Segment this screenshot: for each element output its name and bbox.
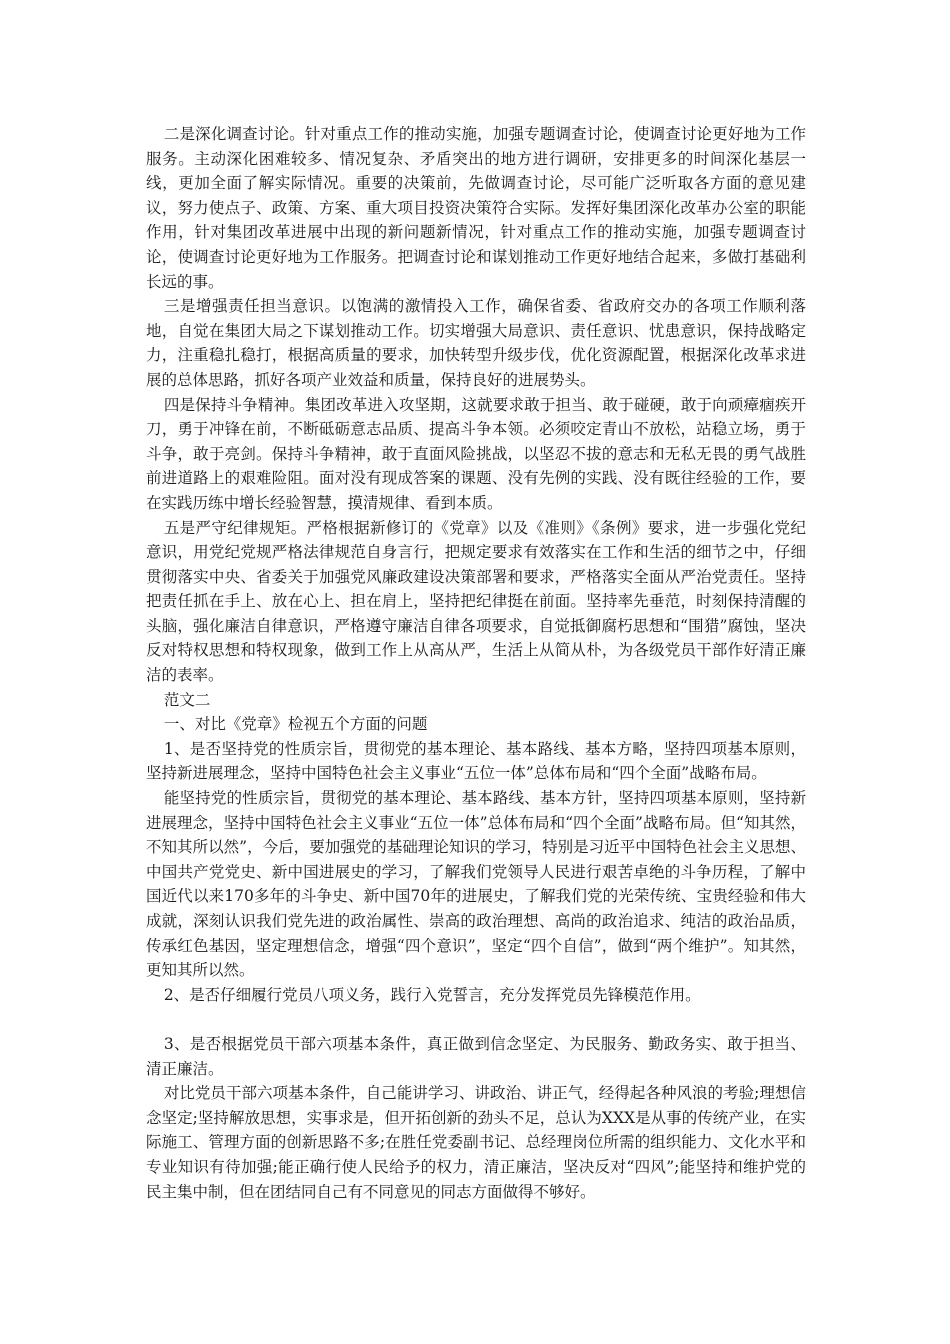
question-1: 1、是否坚持党的性质宗旨，贯彻党的基本理论、基本路线、基本方略，坚持四项基本原则，坚持新进展理念，坚持中国特色社会主义事业“五位一体”总体布局和“四个全面”战略布局。 <box>146 739 806 783</box>
paragraph-discipline: 五是严守纪律规矩。严格根据新修订的《党章》以及《准则》《条例》要求，进一步强化党纪意识，用党纪党规严格法律规范自身言行，把规定要求有效落实在工作和生活的细节之中，仔细贯彻落实中央、省委关于加强党风廉政建设决策部署和要求，严格落实全面从严治党责任。坚持把责任抓在手上、放在心上、担在肩上，坚持把纪律挺在前面。坚持率先垂范，时刻保持清醒的头脑，强化廉洁自律意识，严格遵守廉洁自律各项要求，自觉抵御腐朽思想和“围猎”腐蚀，坚决反对特权思想和特权现象，做到工作上从高从严，生活上从简从朴，为各级党员干部作好清正廉洁的表率。 <box>146 518 806 685</box>
paragraph-deepen-research: 二是深化调查讨论。针对重点工作的推动实施，加强专题调查讨论，使调查讨论更好地为工作服务。主动深化困难较多、情况复杂、矛盾突出的地方进行调研，安排更多的时间深化基层一线，更加全面了解实际情况。重要的决策前，先做调查讨论，尽可能广泛听取各方面的意见建议，努力使点子、政策、方案、重大项目投资决策符合实际。发挥好集团深化改革办公室的职能作用，针对集团改革进展中出现的新问题新情况，针对重点工作的推动实施，加强专题调查讨论，使调查讨论更好地为工作服务。把调查讨论和谋划推动工作更好地结合起来，多做打基础利长远的事。 <box>146 125 806 291</box>
answer-3: 对比党员干部六项基本条件，自己能讲学习、讲政治、讲正气，经得起各种风浪的考验;理想信念坚定;坚持解放思想，实事求是，但开拓创新的劲头不足，总认为XXX是从事的传统产业，在实际施工、管理方面的创新思路不多;在胜任党委副书记、总经理岗位所需的组织能力、文化水平和专业知识有待加强;能正确行使人民给予的权力，清正廉洁，坚决反对“四风”;能坚持和维护党的民主集中制，但在团结同自己有不同意见的同志方面做得不够好。 <box>146 1084 806 1201</box>
section-heading-party-constitution: 一、对比《党章》检视五个方面的问题 <box>163 715 428 734</box>
paragraph-fighting-spirit: 四是保持斗争精神。集团改革进入攻坚期，这就要求敢于担当、敢于碰硬，敢于向顽瘴痼疾开刀，勇于冲锋在前，不断砥砺意志品质、提高斗争本领。必须咬定青山不放松，站稳立场，勇于斗争，敢于亮剑。保持斗争精神，敢于直面风险挑战，以坚忍不拔的意志和无私无畏的勇气战胜前进道路上的艰难险阻。面对没有现成答案的课题、没有先例的实践、没有既往经验的工作，要在实践历练中增长经验智慧，摸清规律、看到本质。 <box>146 395 806 512</box>
question-3: 3、是否根据党员干部六项基本条件，真正做到信念坚定、为民服务、勤政务实、敢于担当、清正廉洁。 <box>146 1034 806 1078</box>
section-heading-sample-two: 范文二 <box>163 690 211 709</box>
document-body <box>146 122 806 1204</box>
answer-1: 能坚持党的性质宗旨，贯彻党的基本理论、基本路线、基本方针，坚持四项基本原则，坚持新进展理念，坚持中国特色社会主义事业“五位一体”总体布局和“四个全面”战略布局。但“知其然，不知其所以然”，今后，要加强党的基础理论知识的学习，特别是习近平中国特色社会主义思想、中国共产党党史、新中国进展史的学习，了解我们党领导人民进行艰苦卓绝的斗争历程，了解中国近代以来170多年的斗争史、新中国70年的进展史，了解我们党的光荣传统、宝贵经验和伟大成就，深刻认识我们党先进的政治属性、崇高的政治理想、高尚的政治追求、纯洁的政治品质，传承红色基因，坚定理想信念，增强“四个意识”，坚定“四个自信”，做到“两个维护”。知其然，更知其所以然。 <box>146 789 806 980</box>
paragraph-responsibility: 三是增强责任担当意识。以饱满的激情投入工作，确保省委、省政府交办的各项工作顺利落地，自觉在集团大局之下谋划推动工作。切实增强大局意识、责任意识、忧患意识，保持战略定力，注重稳扎稳打，根据高质量的要求，加快转型升级步伐，优化资源配置，根据深化改革求进展的总体思路，抓好各项产业效益和质量，保持良好的进展势头。 <box>146 297 806 389</box>
question-2: 2、是否仔细履行党员八项义务，践行入党誓言，充分发挥党员先锋模范作用。 <box>163 985 701 1004</box>
blank-line <box>146 1007 806 1032</box>
